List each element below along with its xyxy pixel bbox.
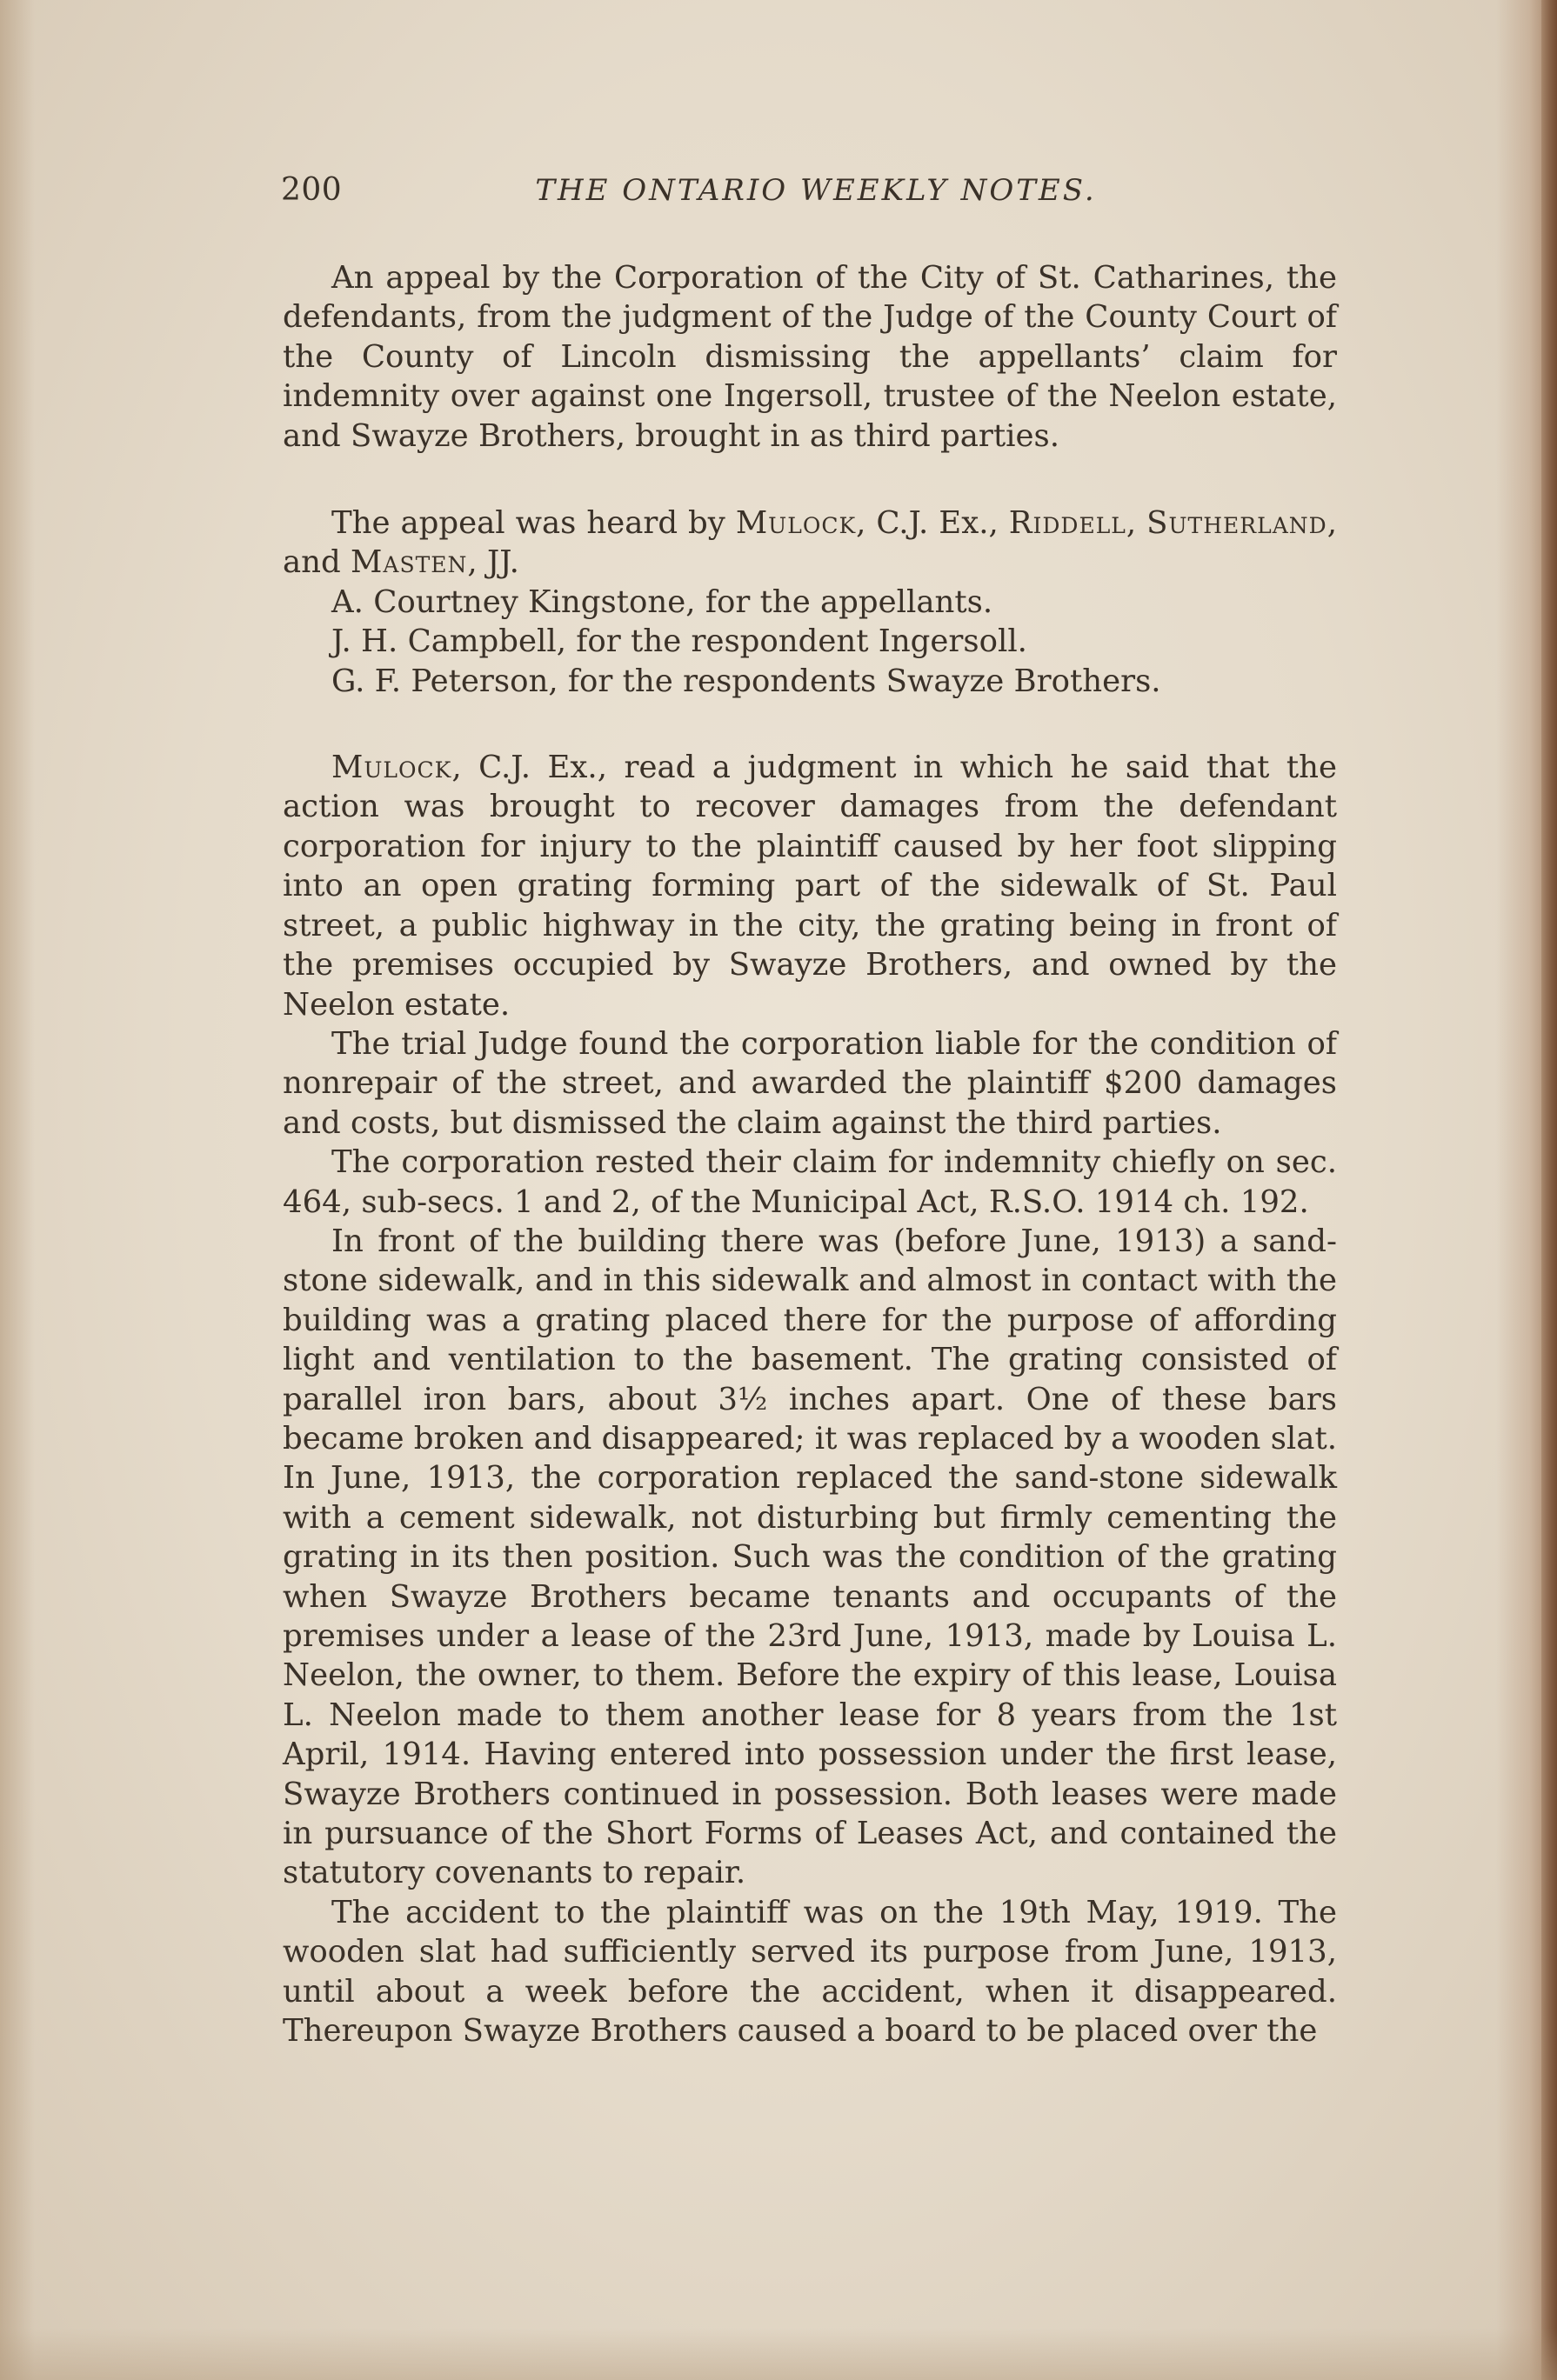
judge-name: Sutherland — [1146, 505, 1327, 542]
hearing-separator: , and — [283, 505, 1337, 581]
judgment-opening-text: , C.J. Ex., read a judgment in which he said that the action was brought to recover damages from the defendant corporation for injury to the plaintiff caused by her foot slipping into an open grating forming part of the sidewalk of St. Paul street, a public highway in the city, the grating being in front of the premises occupied by Swayze Brothers, and owned by the Neelon estate. — [283, 750, 1337, 1023]
judgment-paragraph: The accident to the plaintiff was on the 19th May, 1919. The wooden slat had sufficiently served its purpose from June, 1913, until about a week before the accident, when it disappeared. Thereupon Swayze Brothers caused a board to be placed over the — [283, 1894, 1337, 2050]
spacer — [283, 701, 1337, 748]
hearing-suffix: , JJ. — [467, 544, 519, 581]
judgment-paragraph: The corporation rested their claim for indemnity chiefly on sec. 464, sub-secs. 1 and 2, of the Municipal Act, R.S.O. 1914 ch. 192. — [283, 1144, 1337, 1220]
judge-name: Masten — [351, 544, 468, 581]
judge-name: Riddell — [1008, 505, 1126, 542]
spacer — [283, 456, 1337, 503]
counsel-line: A. Courtney Kingstone, for the appellants. — [331, 583, 993, 620]
judgment-opening-paragraph — [283, 748, 1337, 1024]
appeal-intro-paragraph: An appeal by the Corporation of the City of St. Catharines, the defendants, from the judgment of the Judge of the County Court of the County of Lincoln dismissing the appellants’ claim for indemnity over against one Ingersoll, trustee of the Neelon estate, and Swayze Brothers, brought in as third parties. — [283, 260, 1337, 454]
judge-name: Mulock — [331, 750, 452, 786]
counsel-line: G. F. Peterson, for the respondents Swayze Brothers. — [331, 663, 1161, 699]
journal-title: THE ONTARIO WEEKLY NOTES. — [535, 173, 1097, 208]
page-number: 200 — [281, 172, 343, 208]
hearing-paragraph — [283, 503, 1337, 583]
hearing-separator: , — [1126, 505, 1147, 542]
hearing-separator: , C.J. Ex., — [856, 505, 1009, 542]
judgment-paragraph: In front of the building there was (before June, 1913) a sand-stone sidewalk, and in this sidewalk and almost in contact with the building was a grating placed there for the purpose of affording light and ventilation to the basement. The grating consisted of parallel iron bars, about 3½ inches apart. One of these bars became broken and disappeared; it was replaced by a wooden slat. In June, 1913, the corporation replaced the sand-stone sidewalk with a cement sidewalk, not disturbing but firmly cementing the grating in its then position. Such was the condition of the grating when Swayze Brothers became tenants and occupants of the premises under a lease of the 23rd June, 1913, made by Louisa L. Neelon, the owner, to them. Before the expiry of this lease, Louisa L. Neelon made to them another lease for 8 years from the 1st April, 1914. Having entered into possession under the first lease, Swayze Brothers continued in possession. Both leases were made in pursuance of the Short Forms of Leases Act, and contained the statutory covenants to repair. — [283, 1223, 1337, 1891]
judgment-paragraph: The trial Judge found the corporation liable for the condition of nonrepair of the street, and awarded the plaintiff $200 damages and costs, but dismissed the claim against the third parties. — [283, 1025, 1337, 1141]
judge-name: Mulock — [735, 505, 857, 542]
hearing-prefix: The appeal was heard by — [331, 505, 736, 542]
running-head — [281, 170, 1351, 222]
document-body — [283, 258, 1337, 2050]
counsel-line: J. H. Campbell, for the respondent Ingersoll. — [331, 623, 1027, 660]
